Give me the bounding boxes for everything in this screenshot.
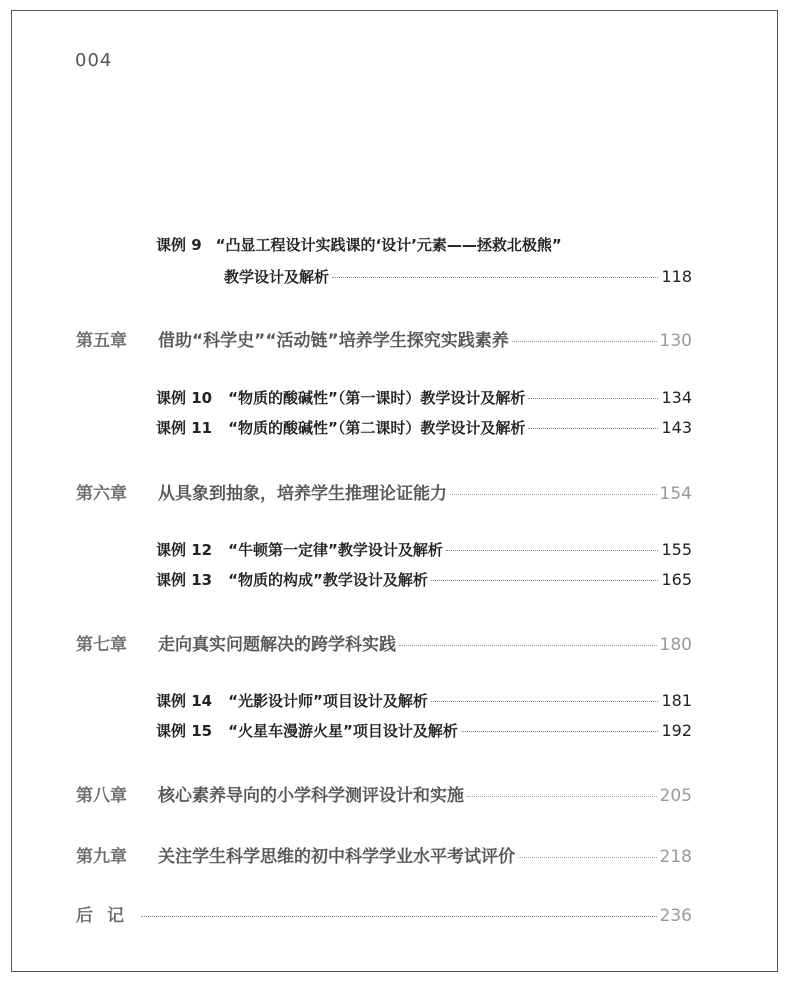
- page-ref: 130: [659, 331, 692, 351]
- leader-dots: [528, 428, 658, 429]
- page-ref: 181: [661, 691, 692, 710]
- page-ref: 134: [661, 388, 692, 407]
- leader-dots: [528, 398, 658, 399]
- toc-chapter-8[interactable]: [76, 781, 692, 806]
- page-ref: 143: [661, 418, 692, 437]
- lesson-label: 课例 10: [156, 389, 213, 407]
- leader-dots: [431, 580, 659, 581]
- leader-dots: [446, 550, 659, 551]
- toc-lesson-11[interactable]: [156, 417, 692, 438]
- toc-chapter-7[interactable]: [76, 630, 692, 655]
- leader-dots: [450, 494, 657, 495]
- toc-lesson-13[interactable]: [156, 569, 692, 590]
- lesson-label: 课例 9: [156, 236, 202, 254]
- page-ref: 192: [661, 721, 692, 740]
- lesson-label: 课例 13: [156, 571, 213, 589]
- chapter-number: 第九章: [76, 847, 127, 867]
- toc-chapter-6[interactable]: [76, 479, 692, 504]
- page-ref: 218: [659, 847, 692, 867]
- page-ref: 165: [661, 570, 692, 589]
- lesson-title: “凸显工程设计实践课的‘设计’元素——拯救北极熊”: [215, 236, 562, 254]
- lesson-title: “物质的酸碱性”（第一课时）教学设计及解析: [228, 389, 526, 407]
- page-ref: 155: [661, 540, 692, 559]
- lesson-label: 课例 14: [156, 692, 213, 710]
- lesson-title-continued: 教学设计及解析: [224, 268, 330, 286]
- chapter-title: 走向真实问题解决的跨学科实践: [158, 635, 396, 655]
- toc-lesson-14[interactable]: [156, 690, 692, 711]
- lesson-title: “牛顿第一定律”教学设计及解析: [228, 541, 443, 559]
- chapter-title: 借助“科学史”“活动链”培养学生探究实践素养: [158, 331, 509, 351]
- chapter-title: 核心素养导向的小学科学测评设计和实施: [158, 786, 464, 806]
- chapter-title: 关注学生科学思维的初中科学学业水平考试评价: [158, 847, 515, 867]
- toc-lesson-12[interactable]: [156, 539, 692, 560]
- toc-lesson-15[interactable]: [156, 720, 692, 741]
- page-ref: 205: [659, 786, 692, 806]
- lesson-label: 课例 12: [156, 541, 213, 559]
- page-ref: 180: [659, 635, 692, 655]
- leader-dots: [512, 341, 657, 342]
- lesson-label: 课例 15: [156, 722, 213, 740]
- lesson-title: “光影设计师”项目设计及解析: [228, 692, 428, 710]
- toc-lesson-9-line2[interactable]: [224, 266, 692, 287]
- lesson-title: “火星车漫游火星”项目设计及解析: [228, 722, 458, 740]
- lesson-label: 课例 11: [156, 419, 213, 437]
- page-ref: 118: [661, 267, 692, 286]
- lesson-title: “物质的构成”教学设计及解析: [228, 571, 428, 589]
- chapter-number: 第七章: [76, 635, 127, 655]
- leader-dots: [467, 796, 657, 797]
- chapter-title: 从具象到抽象，培养学生推理论证能力: [158, 484, 447, 504]
- page-number: 004: [75, 50, 113, 71]
- leader-dots: [461, 731, 659, 732]
- toc-chapter-9[interactable]: [76, 842, 692, 867]
- lesson-title: “物质的酸碱性”（第二课时）教学设计及解析: [228, 419, 526, 437]
- leader-dots: [332, 277, 658, 278]
- leader-dots: [431, 701, 659, 702]
- leader-dots: [141, 916, 657, 917]
- toc-postscript[interactable]: [76, 901, 692, 926]
- toc-lesson-9-line1[interactable]: [156, 234, 562, 255]
- chapter-number: 第八章: [76, 786, 127, 806]
- toc-chapter-5[interactable]: [76, 326, 692, 351]
- chapter-number: 第六章: [76, 484, 127, 504]
- page-ref: 236: [659, 906, 692, 926]
- leader-dots: [518, 857, 657, 858]
- chapter-number: 第五章: [76, 331, 127, 351]
- page-ref: 154: [659, 484, 692, 504]
- postscript-title: 后记: [76, 906, 138, 926]
- leader-dots: [399, 645, 657, 646]
- toc-lesson-10[interactable]: [156, 387, 692, 408]
